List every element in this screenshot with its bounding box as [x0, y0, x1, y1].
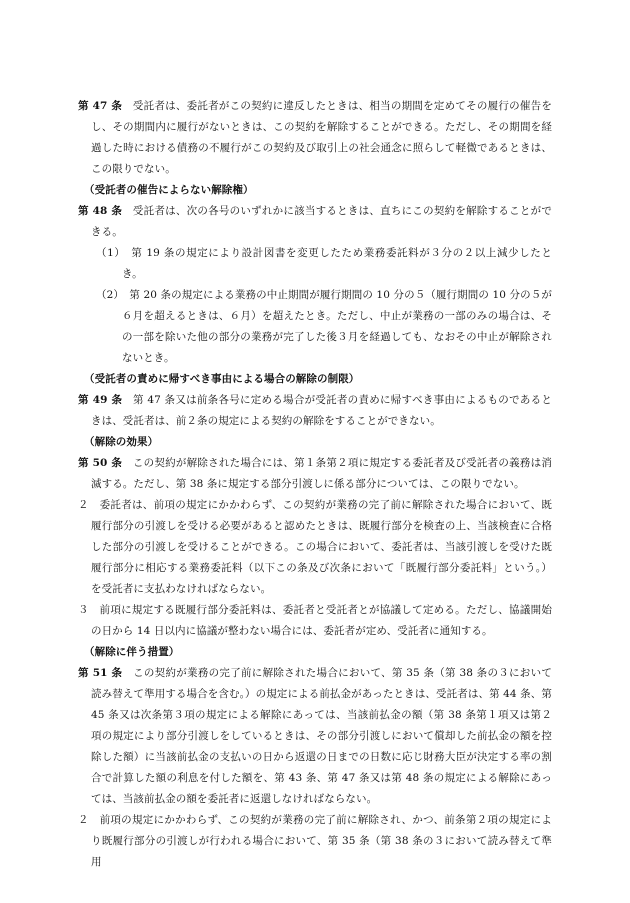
article-48-item-2: （2） 第 20 条の規定による業務の中止期間が履行期間の 10 分の５（履行期間の 10 分の５が６月を超えるときは、６月）を超えたとき。ただし、中止が業務の一部のみの場合は、その一部を除いた他の部分の業務が完了した後３月を経過しても、なおその中止が解除されないとき。 — [96, 289, 552, 364]
article-49 — [78, 390, 552, 432]
article-text: この契約が業務の完了前に解除された場合において、第 35 条（第 38 条の３において読み替えて準用する場合を含む。）の規定による前払金があったときは、受託者は、第 44 条、第 45 条又は次条第３項の規定による解除にあっては、当該前払金の額（第 38 条第１項又は第２項の規定により部分引渡しをしているときは、その部分引渡しにおいて償却した前払金の額を控除した額）に当該前払金の支払いの日から返還の日までの日数に応じ財務大臣が決定する率の割合で計算した額の利息を付した額を、第 43 条、第 47 条又は第 48 条の規定による解除にあっては、当該前払金の額を委託者に返還しなければならない。 — [91, 667, 552, 805]
article-51-paragraph-2: ２ 前項の規定にかかわらず、この契約が業務の完了前に解除され、かつ、前条第２項の規定により既履行部分の引渡しが行われる場合において、第 35 条（第 38 条の３において読み替えて準用 — [78, 814, 552, 868]
article-text: 受託者は、次の各号のいずれかに該当するときは、直ちにこの契約を解除することができる。 — [91, 205, 552, 238]
article-text: 第 47 条又は前条各号に定める場合が受託者の責めに帰すべき事由によるものであるときは、受託者は、前２条の規定による契約の解除をすることができない。 — [91, 394, 552, 427]
article-number: 第 48 条 — [78, 205, 123, 217]
article-51 — [78, 663, 552, 810]
article-48-item-1: （1） 第 19 条の規定により設計図書を変更したため業務委託料が３分の２以上減少したとき。 — [96, 247, 552, 280]
heading-article-51: （解除に伴う措置） — [84, 646, 180, 658]
article-text: この契約が解除された場合には、第１条第２項に規定する委託者及び受託者の義務は消滅する。ただし、第 38 条に規定する部分引渡しに係る部分については、この限りでない。 — [91, 457, 552, 490]
heading-article-49: （受託者の責めに帰すべき事由による場合の解除の制限） — [84, 373, 360, 385]
article-number: 第 51 条 — [78, 667, 123, 679]
article-number: 第 47 条 — [78, 100, 123, 112]
article-50 — [78, 453, 552, 495]
heading-article-48: （受託者の催告によらない解除権） — [84, 184, 254, 196]
article-50-paragraph-2: ２ 委託者は、前項の規定にかかわらず、この契約が業務の完了前に解除された場合において、既履行部分の引渡しを受ける必要があると認めたときは、既履行部分を検査の上、当該検査に合格した部分の引渡しを受けることができる。この場合において、委託者は、当該引渡しを受けた既履行部分に相応する業務委託料（以下この条及び次条において「既履行部分委託料」という。）を受託者に支払わなければならない。 — [78, 499, 552, 595]
article-47 — [78, 96, 552, 180]
article-number: 第 50 条 — [78, 457, 123, 469]
article-text: 受託者は、委託者がこの契約に違反したときは、相当の期間を定めてその履行の催告をし、その期間内に履行がないときは、この契約を解除することができる。ただし、その期間を経過した時における債務の不履行がこの契約及び取引上の社会通念に照らして軽微であるときは、この限りでない。 — [91, 100, 552, 175]
article-50-paragraph-3: ３ 前項に規定する既履行部分委託料は、委託者と受託者とが協議して定める。ただし、協議開始の日から 14 日以内に協議が整わない場合には、委託者が定め、受託者に通知する。 — [78, 604, 552, 637]
article-48 — [78, 201, 552, 243]
document-page — [78, 96, 552, 873]
article-number: 第 49 条 — [78, 394, 123, 406]
heading-article-50: （解除の効果） — [84, 436, 159, 448]
